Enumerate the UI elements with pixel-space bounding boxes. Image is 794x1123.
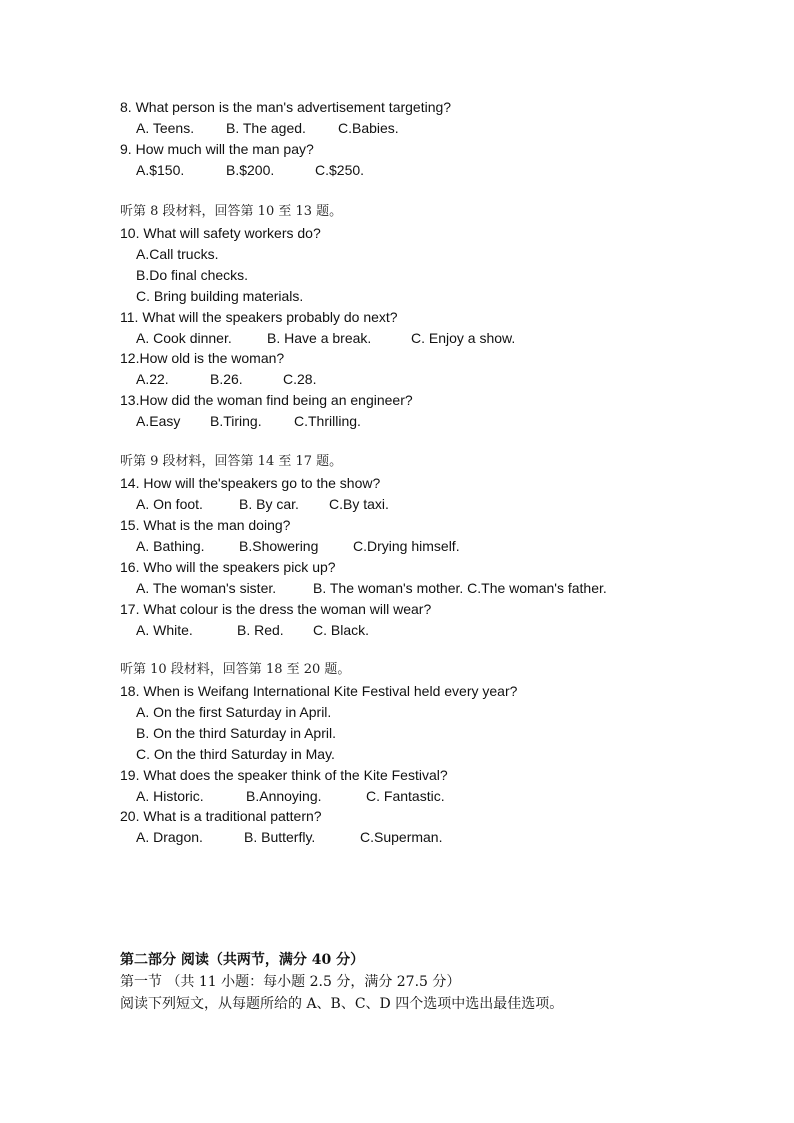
question-number: 16. xyxy=(120,559,140,575)
option-c: C.Thrilling. xyxy=(294,413,361,429)
question-number: 14. xyxy=(120,475,140,491)
option-c: C.Drying himself. xyxy=(353,538,460,554)
question-9 xyxy=(120,140,314,158)
question-17 xyxy=(120,600,431,618)
option-a: A. Teens. xyxy=(136,120,195,136)
option-a: A. On foot. xyxy=(136,496,203,512)
section-header-10: 听第 10 段材料，回答第 18 至 20 题。 xyxy=(120,662,351,677)
question-number: 13. xyxy=(120,392,140,408)
option-a: A. Historic. xyxy=(136,788,204,804)
question-text: How will the'speakers go to the show? xyxy=(143,475,381,491)
option-c: C.$250. xyxy=(315,162,365,178)
option-c: C. Fantastic. xyxy=(366,788,445,804)
option-b: B.Tiring. xyxy=(210,413,262,429)
question-text: What does the speaker think of the Kite Festival? xyxy=(143,767,448,783)
question-text: How old is the woman? xyxy=(139,350,285,366)
section-header-8: 听第 8 段材料，回答第 10 至 13 题。 xyxy=(120,204,343,219)
option-c: C. Black. xyxy=(313,622,370,638)
option-a: A.Call trucks. xyxy=(136,246,219,262)
question-14 xyxy=(120,474,380,492)
option-c: C.Superman. xyxy=(360,829,443,845)
question-11 xyxy=(120,308,398,326)
option-b: B.$200. xyxy=(226,162,275,178)
option-b: B. The aged. xyxy=(226,120,306,136)
question-text: What is the man doing? xyxy=(143,517,291,533)
question-8 xyxy=(120,98,451,116)
question-text: When is Weifang International Kite Festival held every year? xyxy=(143,683,518,699)
option-b: B. Have a break. xyxy=(267,330,372,346)
option-c: C. Enjoy a show. xyxy=(411,330,516,346)
option-c: C.28. xyxy=(283,371,317,387)
question-text: What will the speakers probably do next? xyxy=(142,309,398,325)
option-c: C. Bring building materials. xyxy=(136,288,304,304)
option-c: C. On the third Saturday in May. xyxy=(136,746,335,762)
option-a: A. White. xyxy=(136,622,193,638)
question-number: 8. xyxy=(120,99,132,115)
question-number: 11. xyxy=(120,309,139,325)
option-a: A.Easy xyxy=(136,413,181,429)
option-b: B. On the third Saturday in April. xyxy=(136,725,336,741)
question-18 xyxy=(120,682,517,700)
option-a: A.22. xyxy=(136,371,169,387)
question-text: How did the woman find being an engineer? xyxy=(139,392,413,408)
option-c: C.Babies. xyxy=(338,120,399,136)
question-text: What person is the man's advertisement targeting? xyxy=(135,99,452,115)
option-b: B.Do final checks. xyxy=(136,267,249,283)
question-number: 18. xyxy=(120,683,140,699)
option-b: B.26. xyxy=(210,371,243,387)
question-12 xyxy=(120,349,284,367)
question-19 xyxy=(120,766,448,784)
question-10 xyxy=(120,224,321,242)
question-number: 9. xyxy=(120,141,132,157)
question-number: 15. xyxy=(120,517,140,533)
option-b: B.Annoying. xyxy=(246,788,322,804)
option-a: A. Cook dinner. xyxy=(136,330,232,346)
question-number: 19. xyxy=(120,767,140,783)
part-two-instruction: 阅读下列短文，从每题所给的 A、B、C、D 四个选项中选出最佳选项。 xyxy=(120,996,564,1012)
question-15 xyxy=(120,516,290,534)
question-number: 20. xyxy=(120,808,140,824)
option-b: B. The woman's mother. C.The woman's father. xyxy=(313,580,607,596)
option-b: B. By car. xyxy=(239,496,299,512)
question-text: How much will the man pay? xyxy=(135,141,314,157)
question-text: What is a traditional pattern? xyxy=(143,808,322,824)
option-b: B. Butterfly. xyxy=(244,829,316,845)
option-a: A. On the first Saturday in April. xyxy=(136,704,332,720)
part-two-title: 第二部分 阅读（共两节，满分 40 分） xyxy=(120,952,365,968)
question-16 xyxy=(120,558,336,576)
option-a: A. Dragon. xyxy=(136,829,203,845)
option-a: A. The woman's sister. xyxy=(136,580,277,596)
question-text: What will safety workers do? xyxy=(143,225,321,241)
option-b: B.Showering xyxy=(239,538,319,554)
question-number: 17. xyxy=(120,601,140,617)
option-b: B. Red. xyxy=(237,622,284,638)
option-c: C.By taxi. xyxy=(329,496,389,512)
question-20 xyxy=(120,807,322,825)
section-header-9: 听第 9 段材料，回答第 14 至 17 题。 xyxy=(120,454,343,469)
option-a: A.$150. xyxy=(136,162,185,178)
question-13 xyxy=(120,391,413,409)
question-text: Who will the speakers pick up? xyxy=(143,559,336,575)
part-two-section-one: 第一节 （共 11 小题：每小题 2.5 分，满分 27.5 分） xyxy=(120,974,461,990)
option-a: A. Bathing. xyxy=(136,538,205,554)
question-text: What colour is the dress the woman will wear? xyxy=(143,601,432,617)
question-number: 12. xyxy=(120,350,140,366)
question-number: 10. xyxy=(120,225,140,241)
